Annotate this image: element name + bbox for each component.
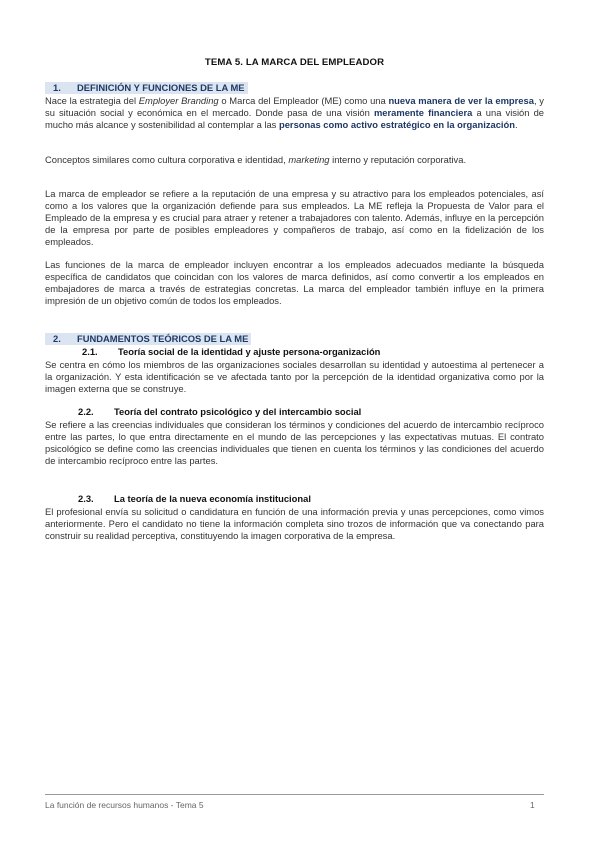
- text-run: , y su situación social y económica en el mercado. Donde pasa de una visión: [45, 95, 544, 119]
- section-1-number: 1.: [53, 82, 61, 93]
- text-run-highlight: personas como activo estratégico en la organización: [278, 119, 515, 131]
- subsection-2-1-heading: [82, 346, 380, 357]
- subsection-2-2-number: 2.2.: [78, 406, 94, 417]
- section-1-paragraph-2: [45, 154, 544, 166]
- subsection-2-2-heading: [78, 406, 361, 417]
- subsection-2-2-title: Teoría del contrato psicológico y del intercambio social: [114, 406, 362, 417]
- section-1-heading: [45, 82, 248, 94]
- section-1-paragraph-1: [45, 95, 544, 131]
- text-run-highlight: meramente financiera: [373, 107, 473, 119]
- text-run: Conceptos similares como cultura corporativa e identidad,: [45, 154, 289, 165]
- text-run: Nace la estrategia del: [45, 95, 139, 106]
- subsection-2-1-number: 2.1.: [82, 346, 98, 357]
- section-1-title: DEFINICIÓN Y FUNCIONES DE LA ME: [77, 82, 245, 93]
- section-2-heading: [45, 333, 251, 345]
- subsection-2-3-heading: [78, 493, 311, 504]
- subsection-2-1-text: Se centra en cómo los miembros de las organizaciones sociales desarrollan su identidad y autoestima al pertenecer a la organización. Y esta identificación se ve afectada tanto por la percepción de la identidad organizativa como por la imagen externa que se construye.: [45, 359, 544, 395]
- footer-label: La función de recursos humanos - Tema 5: [45, 800, 204, 810]
- subsection-2-3-number: 2.3.: [78, 493, 94, 504]
- page-number: 1: [530, 800, 535, 810]
- section-1-paragraph-4: Las funciones de la marca de empleador incluyen encontrar a los empleados adecuados mediante la búsqueda específica de candidatos que coincidan con los valores de marca definidos, así como convertir a los empleados en embajadores de marca a través de estrategias concretas. La marca del empleador también influye en la primera impresión de un objetivo común de todos los empleados.: [45, 259, 544, 307]
- text-run: a una visión de mucho más alcance y sostenibilidad al contemplar a las: [45, 107, 545, 131]
- text-run: .: [515, 119, 518, 131]
- text-run: interno y reputación corporativa.: [329, 154, 467, 165]
- section-2-number: 2.: [53, 333, 61, 344]
- subsection-2-3-text: El profesional envía su solicitud o candidatura en función de una información previa y unas percepciones, como vimos anteriormente. Pero el candidato no tiene la información completa sino trozos de información que va conectando para construir su realidad perceptiva, constituyendo la imagen corporativa de la empresa.: [45, 506, 544, 542]
- text-run-italic: marketing: [288, 154, 330, 165]
- footer-divider: [45, 794, 544, 795]
- text-run-highlight: nueva manera de ver la empresa: [388, 95, 534, 106]
- subsection-2-2-text: Se refiere a las creencias individuales que consideran los términos y condiciones del acuerdo de intercambio recíproco entre las partes, lo que entra directamente en el mundo de las percepciones y las expectativas mutuas. El contrato psicológico se define como las creencias individuales que tienen en cuenta los términos y las condiciones del acuerdo de intercambio recíproco entre las partes.: [45, 419, 544, 467]
- section-2-title: FUNDAMENTOS TEÓRICOS DE LA ME: [77, 333, 249, 344]
- subsection-2-1-title: Teoría social de la identidad y ajuste persona-organización: [118, 346, 381, 357]
- section-1-paragraph-3: La marca de empleador se refiere a la reputación de una empresa y su atractivo para los empleados potenciales, así como a los valores que la organización defiende para sus empleados. La ME refleja la Propuesta de Valor para el Empleado de la empresa y es crucial para atraer y retener a trabajadores con talento. Además, influye en la percepción de la empresa por parte de posibles empleadores y compañeros de trabajo, así como en la fidelización de los empleados.: [45, 188, 544, 248]
- text-run-italic: Employer Branding: [138, 95, 219, 106]
- subsection-2-3-title: La teoría de la nueva economía institucional: [114, 493, 311, 504]
- document-title: TEMA 5. LA MARCA DEL EMPLEADOR: [204, 57, 385, 68]
- text-run: o Marca del Empleador (ME) como una: [218, 95, 389, 106]
